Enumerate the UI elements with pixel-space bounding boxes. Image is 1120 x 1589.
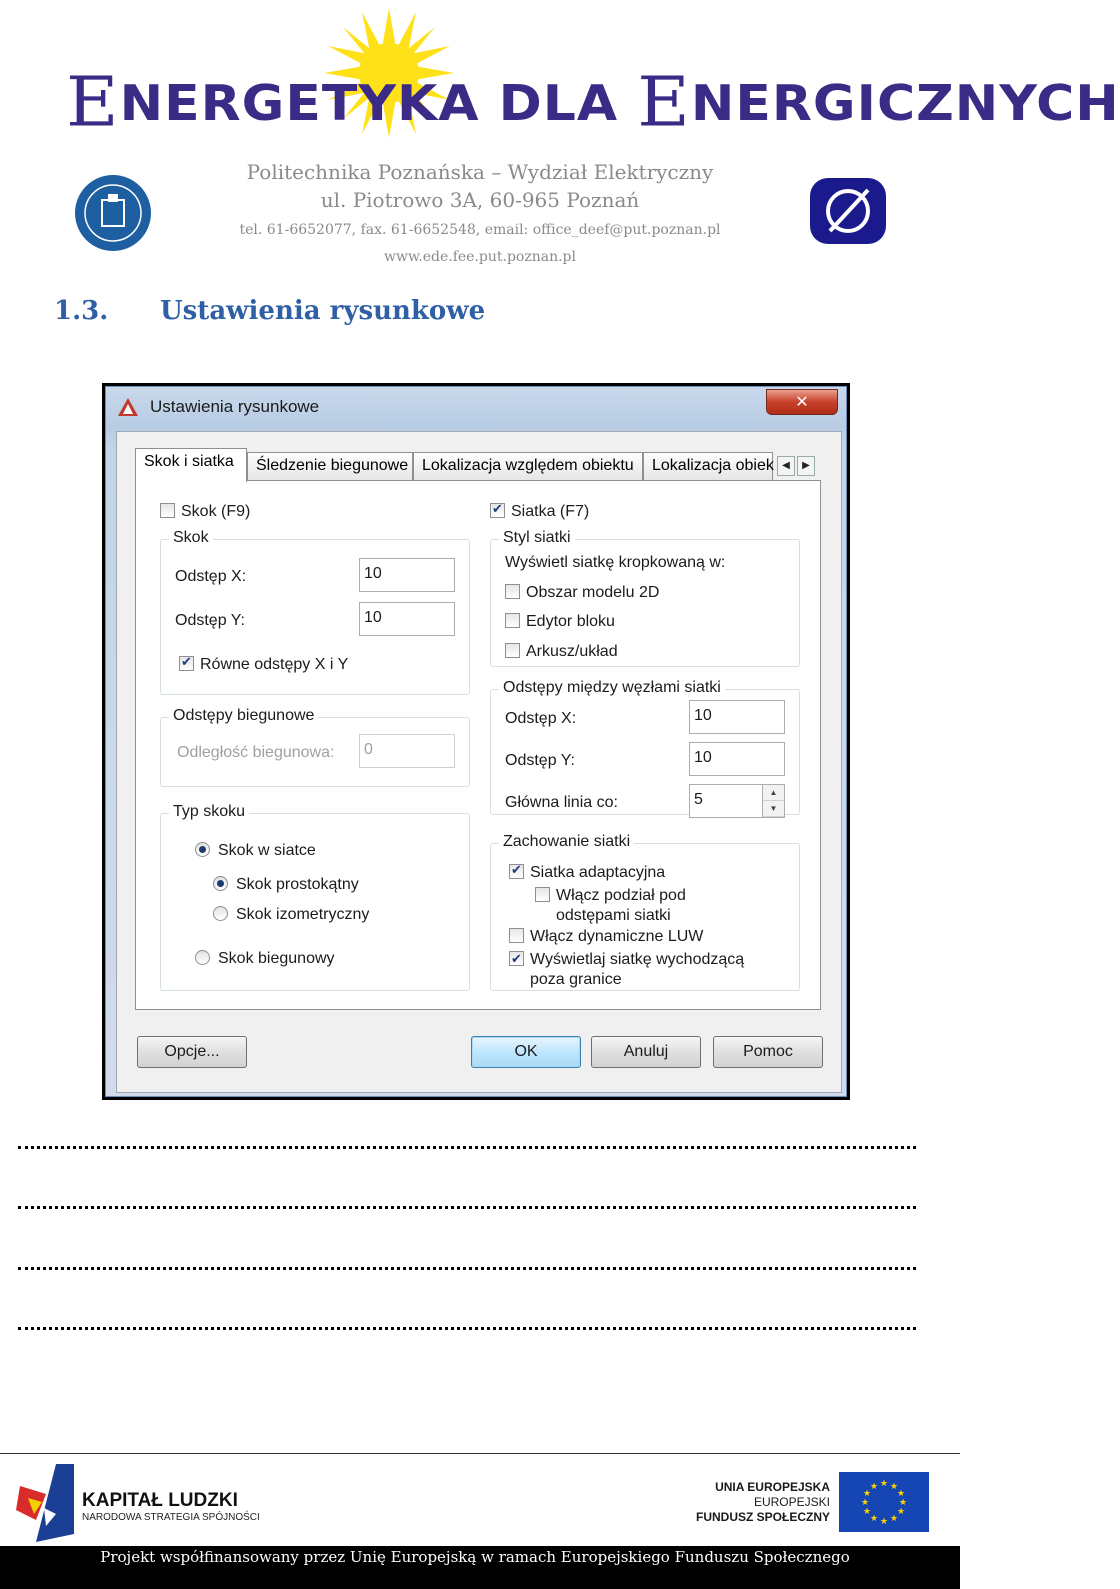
equal-spacing-checkbox[interactable] xyxy=(179,656,194,671)
model-2d-option[interactable] xyxy=(505,584,659,602)
svg-text:★: ★ xyxy=(889,1482,899,1492)
svg-text:★: ★ xyxy=(898,1498,908,1508)
spin-up-icon[interactable]: ▲ xyxy=(763,785,784,801)
ok-button[interactable]: OK xyxy=(471,1036,581,1068)
snap-y-label: Odstęp Y: xyxy=(175,612,245,629)
section-number: 1.3. xyxy=(54,296,109,326)
rectangular-snap-option[interactable] xyxy=(213,876,359,894)
beyond-limits-label-2: poza granice xyxy=(530,971,622,988)
close-icon: ✕ xyxy=(795,392,809,411)
polar-snap-label: Skok biegunowy xyxy=(218,950,335,967)
brand-title: ENERGETYKA DLA ENERGICZNYCH xyxy=(66,61,1120,142)
drafting-settings-dialog xyxy=(105,386,847,1097)
grid-toggle-label: Siatka (F7) xyxy=(511,503,590,520)
beyond-limits-checkbox[interactable] xyxy=(509,951,524,966)
faculty-logo xyxy=(808,176,888,246)
block-editor-option[interactable] xyxy=(505,613,615,631)
brand-logo xyxy=(66,20,1120,142)
autocad-app-icon xyxy=(118,398,138,416)
footer-divider xyxy=(0,1453,960,1454)
svg-text:★: ★ xyxy=(862,1507,872,1517)
svg-text:★: ★ xyxy=(889,1514,899,1524)
tab-object-snap[interactable]: Lokalizacja względem obiektu xyxy=(413,452,643,480)
website-link[interactable]: www.ede.fee.put.poznan.pl xyxy=(383,249,576,265)
equal-spacing-option[interactable] xyxy=(179,656,348,674)
snap-spacing-group xyxy=(160,529,470,695)
eu-line-3: FUNDUSZ SPOŁECZNY xyxy=(695,1510,830,1524)
eu-flag-icon xyxy=(839,1472,929,1532)
tab-scroll-right-icon[interactable]: ▶ xyxy=(797,456,815,476)
grid-checkbox[interactable] xyxy=(490,503,505,518)
svg-text:★: ★ xyxy=(896,1489,906,1499)
cancel-button[interactable]: Anuluj xyxy=(591,1036,701,1068)
tab-polar-tracking[interactable]: Śledzenie biegunowe xyxy=(247,452,413,480)
adaptive-grid-checkbox[interactable] xyxy=(509,864,524,879)
svg-text:★: ★ xyxy=(879,1479,889,1489)
spin-down-icon[interactable]: ▼ xyxy=(763,801,784,817)
grid-style-group xyxy=(490,529,800,667)
answer-line xyxy=(18,1267,916,1270)
block-editor-checkbox[interactable] xyxy=(505,613,520,628)
adaptive-grid-label: Siatka adaptacyjna xyxy=(530,864,666,881)
svg-text:★: ★ xyxy=(869,1514,879,1524)
snap-type-group xyxy=(160,803,470,991)
snap-group-label: Skok xyxy=(169,529,213,547)
model-2d-label: Obszar modelu 2D xyxy=(526,584,660,601)
project-funding-text: Projekt współfinansowany przez Unię Europejską w ramach Europejskiego Funduszu Społecznego xyxy=(100,1548,850,1566)
svg-text:★: ★ xyxy=(862,1489,872,1499)
answer-line xyxy=(18,1327,916,1330)
snap-toggle-label: Skok (F9) xyxy=(181,503,251,520)
tab-object-snap-3d[interactable]: Lokalizacja obiek xyxy=(643,452,773,480)
subdivide-checkbox[interactable] xyxy=(535,887,550,902)
snap-type-group-label: Typ skoku xyxy=(169,803,249,821)
grid-behavior-group-label: Zachowanie siatki xyxy=(499,833,634,851)
polar-spacing-group xyxy=(160,707,470,787)
isometric-snap-option[interactable] xyxy=(213,906,369,924)
major-line-label: Główna linia co: xyxy=(505,794,618,811)
kapital-ludzki-subtitle: NARODOWA STRATEGIA SPÓJNOŚCI xyxy=(82,1512,260,1523)
adaptive-grid-option[interactable] xyxy=(509,864,665,882)
polar-snap-option[interactable] xyxy=(195,950,335,968)
dialog-client xyxy=(116,431,842,1093)
subdivide-option[interactable] xyxy=(535,886,686,926)
eu-fund-text xyxy=(590,1480,830,1525)
polar-distance-input[interactable]: 0 xyxy=(359,734,455,768)
tab-snap-and-grid[interactable]: Skok i siatka xyxy=(135,448,247,482)
snap-x-input[interactable]: 10 xyxy=(359,558,455,592)
model-2d-checkbox[interactable] xyxy=(505,584,520,599)
dialog-screenshot xyxy=(102,383,850,1100)
answer-line xyxy=(18,1146,916,1149)
major-line-stepper[interactable] xyxy=(689,784,785,818)
grid-spacing-group-label: Odstępy między węzłami siatki xyxy=(499,679,725,697)
isometric-snap-label: Skok izometryczny xyxy=(236,906,370,923)
grid-behavior-group xyxy=(490,833,800,991)
dynamic-ucs-checkbox[interactable] xyxy=(509,928,524,943)
polar-distance-label: Odległość biegunowa: xyxy=(177,744,335,761)
dynamic-ucs-label: Włącz dynamiczne LUW xyxy=(530,928,704,945)
grid-x-input[interactable]: 10 xyxy=(689,700,785,734)
answer-line xyxy=(18,1206,916,1209)
eu-line-2: EUROPEJSKI xyxy=(753,1495,830,1509)
polar-group-label: Odstępy biegunowe xyxy=(169,707,318,725)
options-button[interactable]: Opcje... xyxy=(137,1036,247,1068)
dynamic-ucs-option[interactable] xyxy=(509,928,703,946)
rectangular-snap-label: Skok prostokątny xyxy=(236,876,359,893)
subdivide-label-1: Włącz podział pod xyxy=(556,887,686,904)
snap-y-input[interactable]: 10 xyxy=(359,602,455,636)
beyond-limits-label-1: Wyświetlaj siatkę wychodzącą xyxy=(530,951,745,968)
svg-text:★: ★ xyxy=(869,1482,879,1492)
isometric-snap-radio[interactable] xyxy=(213,906,228,921)
grid-x-label: Odstęp X: xyxy=(505,710,577,727)
address-line-1: Politechnika Poznańska – Wydział Elektryczny xyxy=(246,160,714,184)
grid-snap-option[interactable] xyxy=(195,842,316,860)
major-line-value: 5 xyxy=(694,791,703,808)
major-line-spinner[interactable] xyxy=(762,785,784,817)
grid-snap-radio[interactable] xyxy=(195,842,210,857)
rectangular-snap-radio[interactable] xyxy=(213,876,228,891)
grid-y-label: Odstęp Y: xyxy=(505,752,575,769)
sheet-layout-option[interactable] xyxy=(505,643,618,661)
block-editor-label: Edytor bloku xyxy=(526,613,615,630)
tab-scroll-left-icon[interactable]: ◀ xyxy=(777,456,795,476)
snap-toggle[interactable] xyxy=(160,503,250,521)
address-line-2: ul. Piotrowo 3A, 60-965 Poznań xyxy=(320,188,640,212)
eu-line-1: UNIA EUROPEJSKA xyxy=(715,1480,830,1494)
svg-text:★: ★ xyxy=(896,1507,906,1517)
grid-toggle[interactable] xyxy=(490,503,589,521)
subdivide-label-2: odstępami siatki xyxy=(556,907,671,924)
svg-text:★: ★ xyxy=(860,1498,870,1508)
kapital-ludzki-logo xyxy=(16,1464,76,1542)
grid-style-intro: Wyświetl siatkę kropkowaną w: xyxy=(505,554,726,571)
beyond-limits-option[interactable] xyxy=(509,950,744,990)
snap-checkbox[interactable] xyxy=(160,503,175,518)
section-title: Ustawienia rysunkowe xyxy=(160,296,486,326)
grid-snap-label: Skok w siatce xyxy=(218,842,316,859)
equal-spacing-label: Równe odstępy X i Y xyxy=(200,656,349,673)
university-seal-logo xyxy=(74,174,152,252)
tab-strip xyxy=(135,448,825,482)
kapital-ludzki-title: KAPITAŁ LUDZKI xyxy=(82,1490,238,1511)
grid-spacing-group xyxy=(490,679,800,815)
close-button[interactable] xyxy=(766,389,838,415)
snap-x-label: Odstęp X: xyxy=(175,568,247,585)
sheet-layout-label: Arkusz/układ xyxy=(526,643,618,660)
grid-y-input[interactable]: 10 xyxy=(689,742,785,776)
tab-panel-snap-and-grid xyxy=(135,480,821,1010)
dialog-title: Ustawienia rysunkowe xyxy=(150,397,320,416)
help-button[interactable]: Pomoc xyxy=(713,1036,823,1068)
address-line-3: tel. 61-6652077, fax. 61-6652548, email: office_deef@put.poznan.pl xyxy=(239,222,721,238)
grid-style-group-label: Styl siatki xyxy=(499,529,575,547)
polar-snap-radio[interactable] xyxy=(195,950,210,965)
dialog-titlebar[interactable] xyxy=(106,387,846,427)
sheet-layout-checkbox[interactable] xyxy=(505,643,520,658)
svg-text:★: ★ xyxy=(879,1517,889,1527)
